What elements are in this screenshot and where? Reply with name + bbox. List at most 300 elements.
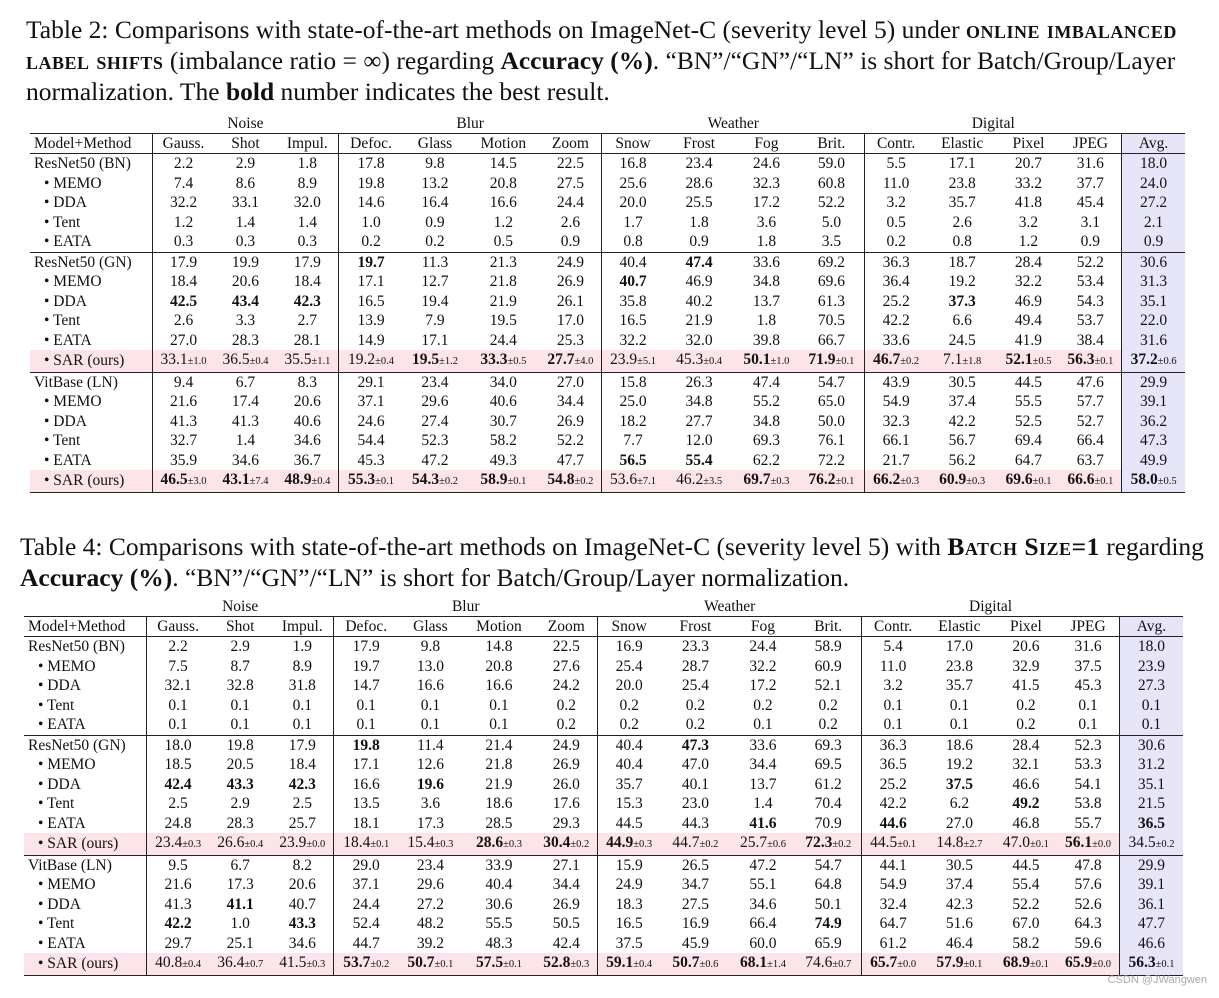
table-cell xyxy=(535,637,597,657)
cell-value: 2.6 xyxy=(952,213,972,231)
table-cell xyxy=(995,833,1057,855)
cell-value: 23.8 xyxy=(948,174,976,192)
cell-value: 52.3 xyxy=(421,432,449,449)
cell-value: 42.5 xyxy=(169,292,198,310)
cell-value: 11.0 xyxy=(882,174,910,192)
table-cell xyxy=(598,794,660,814)
cell-stddev: ±0.6 xyxy=(767,839,786,850)
cell-value: 1.8 xyxy=(756,233,777,250)
cell-value: 30.7 xyxy=(489,412,517,430)
row-label xyxy=(30,292,152,312)
table-cell xyxy=(799,311,865,331)
table-cell xyxy=(862,953,924,975)
cell-stddev: ±0.1 xyxy=(503,959,522,970)
cell-value: 19.2 xyxy=(945,756,973,773)
table-cell xyxy=(152,154,214,174)
cell-value: 27.5 xyxy=(681,895,709,913)
cell-stddev: ±7.4 xyxy=(249,476,269,487)
table-cell xyxy=(997,174,1059,194)
table-cell xyxy=(924,715,995,735)
cell-value: • Tent xyxy=(38,795,75,812)
table-cell xyxy=(1057,875,1119,895)
cell-value: 40.1 xyxy=(681,775,709,793)
table-cell xyxy=(598,875,660,895)
table-cell xyxy=(1057,657,1119,677)
cell-value: 14.8 xyxy=(936,834,964,851)
row-label xyxy=(24,855,147,875)
table-cell xyxy=(995,676,1057,696)
table-cell xyxy=(734,154,798,174)
table-cell xyxy=(664,392,734,412)
table-cell xyxy=(799,213,865,233)
table-cell xyxy=(924,814,995,834)
cell-value: 14.8 xyxy=(485,638,513,655)
cell-value: 12.0 xyxy=(685,432,713,449)
table-row xyxy=(30,392,1185,412)
cell-stddev: ±0.1 xyxy=(897,839,917,850)
table-cell xyxy=(1122,252,1185,272)
table-cell xyxy=(995,895,1057,915)
table-cell xyxy=(277,174,339,194)
cell-value: 60.0 xyxy=(749,934,777,952)
column-header: Glass xyxy=(403,134,467,154)
table-cell xyxy=(147,895,209,915)
cell-value: 37.1 xyxy=(352,876,380,893)
table-cell xyxy=(862,775,924,795)
table-cell xyxy=(535,855,597,875)
table-cell xyxy=(152,292,214,312)
table-cell xyxy=(734,431,798,451)
cell-value: 25.7 xyxy=(739,834,768,851)
table-row xyxy=(30,431,1185,451)
table-cell xyxy=(339,451,403,471)
table-cell xyxy=(1057,855,1119,875)
cell-value: 18.0 xyxy=(164,736,192,754)
cell-value: 53.7 xyxy=(1076,312,1104,329)
cell-value: 18.4 xyxy=(169,273,198,290)
cell-value: 25.1 xyxy=(226,934,254,952)
cell-value: 29.9 xyxy=(1140,373,1168,391)
table-cell xyxy=(660,953,731,975)
cell-value: 17.0 xyxy=(556,312,584,329)
cell-value: 2.6 xyxy=(560,213,581,231)
cell-value: 41.1 xyxy=(226,895,254,913)
cell-value: 70.4 xyxy=(814,795,842,812)
table-row xyxy=(24,676,1183,696)
cell-value: 24.4 xyxy=(489,331,517,349)
table-cell xyxy=(598,735,660,755)
table-cell xyxy=(152,470,214,492)
cell-value: 29.9 xyxy=(1137,856,1166,874)
table-cell xyxy=(535,914,597,934)
cell-value: 40.4 xyxy=(615,736,643,754)
table-cell xyxy=(799,470,865,492)
cell-value: 21.6 xyxy=(169,393,198,410)
cell-value: 32.9 xyxy=(1012,657,1040,675)
column-header: Glass xyxy=(398,617,462,637)
table-cell xyxy=(214,193,276,213)
cell-value: 69.6 xyxy=(1005,471,1033,488)
cell-value: 33.6 xyxy=(882,331,910,349)
table-cell xyxy=(1119,637,1183,657)
cell-value: 24.6 xyxy=(752,155,780,172)
cell-value: 56.5 xyxy=(619,451,647,469)
table-cell xyxy=(209,875,271,895)
cell-stddev: ±0.1 xyxy=(835,356,855,367)
table-row xyxy=(24,637,1183,657)
table-cell xyxy=(339,412,403,432)
cell-value: 65.0 xyxy=(817,393,845,410)
table-cell xyxy=(152,392,214,412)
cell-value: 0.1 xyxy=(420,716,441,733)
cell-value: 37.7 xyxy=(1076,174,1104,192)
table-cell xyxy=(598,657,660,677)
cell-value: 50.7 xyxy=(407,954,435,971)
cell-value: 2.7 xyxy=(297,312,318,329)
cell-value: 1.9 xyxy=(292,638,312,655)
cell-value: 25.7 xyxy=(288,814,316,832)
cell-value: 74.6 xyxy=(805,954,833,971)
row-label xyxy=(24,755,147,775)
table-cell xyxy=(997,232,1059,252)
cell-value: 18.4 xyxy=(343,834,371,851)
cell-value: 0.9 xyxy=(689,233,709,250)
table-row xyxy=(30,193,1185,213)
cell-value: 49.9 xyxy=(1140,451,1168,469)
cell-value: 40.4 xyxy=(615,756,643,773)
cell-value: 18.7 xyxy=(948,253,976,271)
table-cell xyxy=(540,311,602,331)
table-cell xyxy=(598,934,660,954)
cell-value: 1.4 xyxy=(753,795,773,812)
table-cell xyxy=(1119,953,1183,975)
table-cell xyxy=(799,331,865,351)
cell-value: 20.0 xyxy=(615,677,643,694)
table-cell xyxy=(1060,451,1122,471)
cell-value: 34.4 xyxy=(749,756,777,773)
table-cell xyxy=(1122,292,1185,312)
cell-value: 76.1 xyxy=(817,432,845,449)
table-cell xyxy=(862,875,924,895)
cell-value: 44.5 xyxy=(615,814,643,832)
cell-value: 34.6 xyxy=(293,432,321,449)
cell-value: 26.1 xyxy=(556,292,584,310)
table-cell xyxy=(147,794,209,814)
table-cell xyxy=(1060,193,1122,213)
cell-value: 13.7 xyxy=(752,292,780,310)
table-cell xyxy=(927,272,997,292)
cell-value: 42.2 xyxy=(879,795,907,812)
cell-value: 11.0 xyxy=(879,657,907,675)
column-header: JPEG xyxy=(1057,617,1119,637)
row-label xyxy=(24,676,147,696)
table-cell xyxy=(664,311,734,331)
cell-value: 46.2 xyxy=(676,471,704,488)
table-cell xyxy=(1057,676,1119,696)
cell-value: 18.0 xyxy=(1137,638,1166,655)
cell-value: 52.2 xyxy=(1012,895,1040,913)
table-cell xyxy=(467,392,540,412)
cell-value: 24.2 xyxy=(552,677,580,694)
table-cell xyxy=(209,657,271,677)
cell-value: 7.5 xyxy=(168,657,188,675)
cell-value: 36.4 xyxy=(882,273,910,290)
table-cell xyxy=(1122,272,1185,292)
cell-value: 28.6 xyxy=(475,834,504,851)
cell-value: 69.6 xyxy=(817,273,845,290)
cell-value: 8.2 xyxy=(292,856,312,874)
table-cell xyxy=(598,914,660,934)
table-cell xyxy=(334,934,398,954)
table-cell xyxy=(540,193,602,213)
cell-value: 21.3 xyxy=(489,253,517,271)
cell-value: 3.5 xyxy=(821,233,842,250)
table-cell xyxy=(463,953,536,975)
column-header: Impul. xyxy=(271,617,333,637)
cell-value: 28.3 xyxy=(226,814,254,832)
cell-value: 28.1 xyxy=(293,331,321,349)
cell-stddev: ±7.1 xyxy=(637,476,657,487)
cell-value: 24.9 xyxy=(615,876,643,893)
table-cell xyxy=(862,895,924,915)
table-cell xyxy=(995,914,1057,934)
table-cell xyxy=(995,696,1057,716)
table-cell xyxy=(1057,696,1119,716)
cell-value: 19.8 xyxy=(352,736,380,754)
table-cell xyxy=(927,311,997,331)
cell-value: • Tent xyxy=(44,213,81,231)
table-cell xyxy=(147,934,209,954)
cell-value: 0.1 xyxy=(1141,696,1162,714)
table-cell xyxy=(277,232,339,252)
cell-value: 14.5 xyxy=(489,155,517,172)
cell-value: 3.2 xyxy=(1018,213,1039,231)
table-row xyxy=(24,794,1183,814)
table-row xyxy=(30,252,1185,272)
cell-value: 36.5 xyxy=(222,351,250,368)
table-cell xyxy=(540,232,602,252)
cell-value: 7.7 xyxy=(623,432,643,449)
cell-stddev: ±0.6 xyxy=(1157,356,1177,367)
table-cell xyxy=(463,833,536,855)
cell-value: 16.6 xyxy=(352,775,380,793)
cell-value: 0.1 xyxy=(1078,716,1098,733)
row-label xyxy=(24,953,147,975)
cell-value: 1.0 xyxy=(361,213,381,231)
column-header: Avg. xyxy=(1122,134,1185,154)
table-row xyxy=(30,272,1185,292)
cell-value: 32.0 xyxy=(685,331,713,349)
table-cell xyxy=(927,252,997,272)
table-cell xyxy=(731,715,795,735)
cell-value: 20.5 xyxy=(226,756,254,773)
table-cell xyxy=(398,875,462,895)
cell-value: 1.4 xyxy=(235,213,256,231)
table-cell xyxy=(997,431,1059,451)
table-row xyxy=(24,875,1183,895)
table-cell xyxy=(147,676,209,696)
table-cell xyxy=(660,895,731,915)
table-cell xyxy=(334,715,398,735)
table-cell xyxy=(927,154,997,174)
table-cell xyxy=(799,252,865,272)
cell-value: 25.6 xyxy=(619,174,647,192)
cell-value: 2.1 xyxy=(1143,213,1164,231)
cell-value: 36.5 xyxy=(879,756,907,773)
cell-value: 0.1 xyxy=(356,716,376,733)
cell-value: 18.5 xyxy=(164,756,192,773)
cell-value: 18.6 xyxy=(485,795,513,812)
cell-value: 30.6 xyxy=(485,895,513,913)
cell-value: 16.6 xyxy=(489,194,517,211)
cell-value: 33.6 xyxy=(749,736,777,754)
cell-value: 9.4 xyxy=(173,373,194,391)
cell-value: 17.4 xyxy=(231,393,259,410)
cell-value: 50.0 xyxy=(817,412,845,430)
cell-value: 44.7 xyxy=(672,834,700,851)
table-cell xyxy=(540,451,602,471)
table-cell xyxy=(467,431,540,451)
cell-value: 24.8 xyxy=(164,814,192,832)
table-cell xyxy=(152,232,214,252)
cell-value: 52.4 xyxy=(352,915,380,932)
table-cell xyxy=(535,696,597,716)
table-cell xyxy=(862,855,924,875)
cell-value: 52.7 xyxy=(1076,412,1104,430)
table-cell xyxy=(997,331,1059,351)
cell-value: 45.9 xyxy=(681,934,709,952)
table-cell xyxy=(147,855,209,875)
table-cell xyxy=(209,855,271,875)
cell-value: 8.9 xyxy=(292,657,312,675)
table-cell xyxy=(152,350,214,372)
table-cell xyxy=(1122,213,1185,233)
table-cell xyxy=(339,372,403,392)
table-cell xyxy=(995,794,1057,814)
table-cell xyxy=(271,895,333,915)
table-cell xyxy=(209,934,271,954)
column-header: Shot xyxy=(209,617,271,637)
row-label xyxy=(30,331,152,351)
cell-stddev: ±0.2 xyxy=(570,839,590,850)
cell-value: 64.8 xyxy=(814,876,842,893)
cell-value: 5.0 xyxy=(821,213,842,231)
cell-value: 48.9 xyxy=(284,471,312,488)
cell-value: 45.3 xyxy=(357,451,385,469)
cell-value: 37.3 xyxy=(948,292,976,310)
column-header: Impul. xyxy=(277,134,339,154)
table-cell xyxy=(664,154,734,174)
cell-value: 24.4 xyxy=(749,638,777,655)
table-cell xyxy=(334,676,398,696)
cell-value: 25.0 xyxy=(619,393,647,410)
table-cell xyxy=(799,193,865,213)
cell-value: 29.3 xyxy=(552,814,580,832)
table-row xyxy=(24,934,1183,954)
table-cell xyxy=(403,232,467,252)
cell-value: 0.2 xyxy=(361,233,381,250)
row-label xyxy=(30,154,152,174)
table-cell xyxy=(1057,814,1119,834)
cell-value: 37.4 xyxy=(948,393,976,410)
cell-value: 47.6 xyxy=(1076,373,1104,391)
table-cell xyxy=(731,895,795,915)
cell-value: 23.9 xyxy=(279,834,307,851)
cell-value: 70.9 xyxy=(814,814,842,832)
table-cell xyxy=(540,292,602,312)
table-cell xyxy=(277,213,339,233)
cell-value: 43.3 xyxy=(226,775,254,793)
table-cell xyxy=(1060,431,1122,451)
cell-value: 65.7 xyxy=(870,954,898,971)
column-header: Brit. xyxy=(795,617,862,637)
cell-value: 54.4 xyxy=(357,432,385,449)
table-cell xyxy=(271,855,333,875)
cell-value: 53.7 xyxy=(343,954,371,971)
group-header-weather: Weather xyxy=(704,598,756,615)
table-cell xyxy=(540,272,602,292)
table-cell xyxy=(398,696,462,716)
table-cell xyxy=(214,252,276,272)
table-cell xyxy=(795,657,862,677)
table-cell xyxy=(731,637,795,657)
table-cell xyxy=(277,431,339,451)
cell-value: 9.5 xyxy=(168,856,188,874)
table-row xyxy=(24,735,1183,755)
cell-stddev: ±0.4 xyxy=(633,959,653,970)
cell-stddev: ±0.1 xyxy=(835,476,855,487)
table-cell xyxy=(862,934,924,954)
column-header: Frost xyxy=(660,617,731,637)
table-cell xyxy=(734,412,798,432)
cell-value: 54.9 xyxy=(882,393,910,410)
cell-value: 23.9 xyxy=(610,351,638,368)
column-header: Frost xyxy=(664,134,734,154)
table-cell xyxy=(997,392,1059,412)
table-cell xyxy=(209,755,271,775)
cell-value: 58.2 xyxy=(1012,934,1040,952)
cell-value: 30.6 xyxy=(1137,736,1166,754)
table-cell xyxy=(731,934,795,954)
table-cell xyxy=(467,470,540,492)
row-label xyxy=(30,252,152,272)
table-cell xyxy=(862,715,924,735)
cell-stddev: ±0.1 xyxy=(1030,839,1049,850)
cell-value: 21.8 xyxy=(489,273,517,290)
cell-value: 33.9 xyxy=(485,856,513,874)
row-label xyxy=(24,657,147,677)
cell-value: 46.8 xyxy=(1012,814,1040,832)
cell-value: 30.5 xyxy=(948,373,976,391)
cell-value: 27.6 xyxy=(552,657,580,675)
cell-stddev: ±0.2 xyxy=(699,839,719,850)
table-cell xyxy=(1122,232,1185,252)
cell-value: 3.2 xyxy=(886,194,906,211)
cell-value: 17.6 xyxy=(552,795,580,812)
table-cell xyxy=(214,392,276,412)
cell-value: 20.6 xyxy=(288,876,316,893)
table-cell xyxy=(1057,755,1119,775)
cell-value: 29.6 xyxy=(416,876,444,893)
cell-stddev: ±0.3 xyxy=(570,959,590,970)
table-cell xyxy=(1119,855,1183,875)
cell-value: 17.9 xyxy=(293,253,321,271)
table-cell xyxy=(995,953,1057,975)
table-cell xyxy=(271,715,333,735)
table-cell xyxy=(997,412,1059,432)
table-cell xyxy=(339,272,403,292)
cell-value: 15.8 xyxy=(619,373,647,391)
